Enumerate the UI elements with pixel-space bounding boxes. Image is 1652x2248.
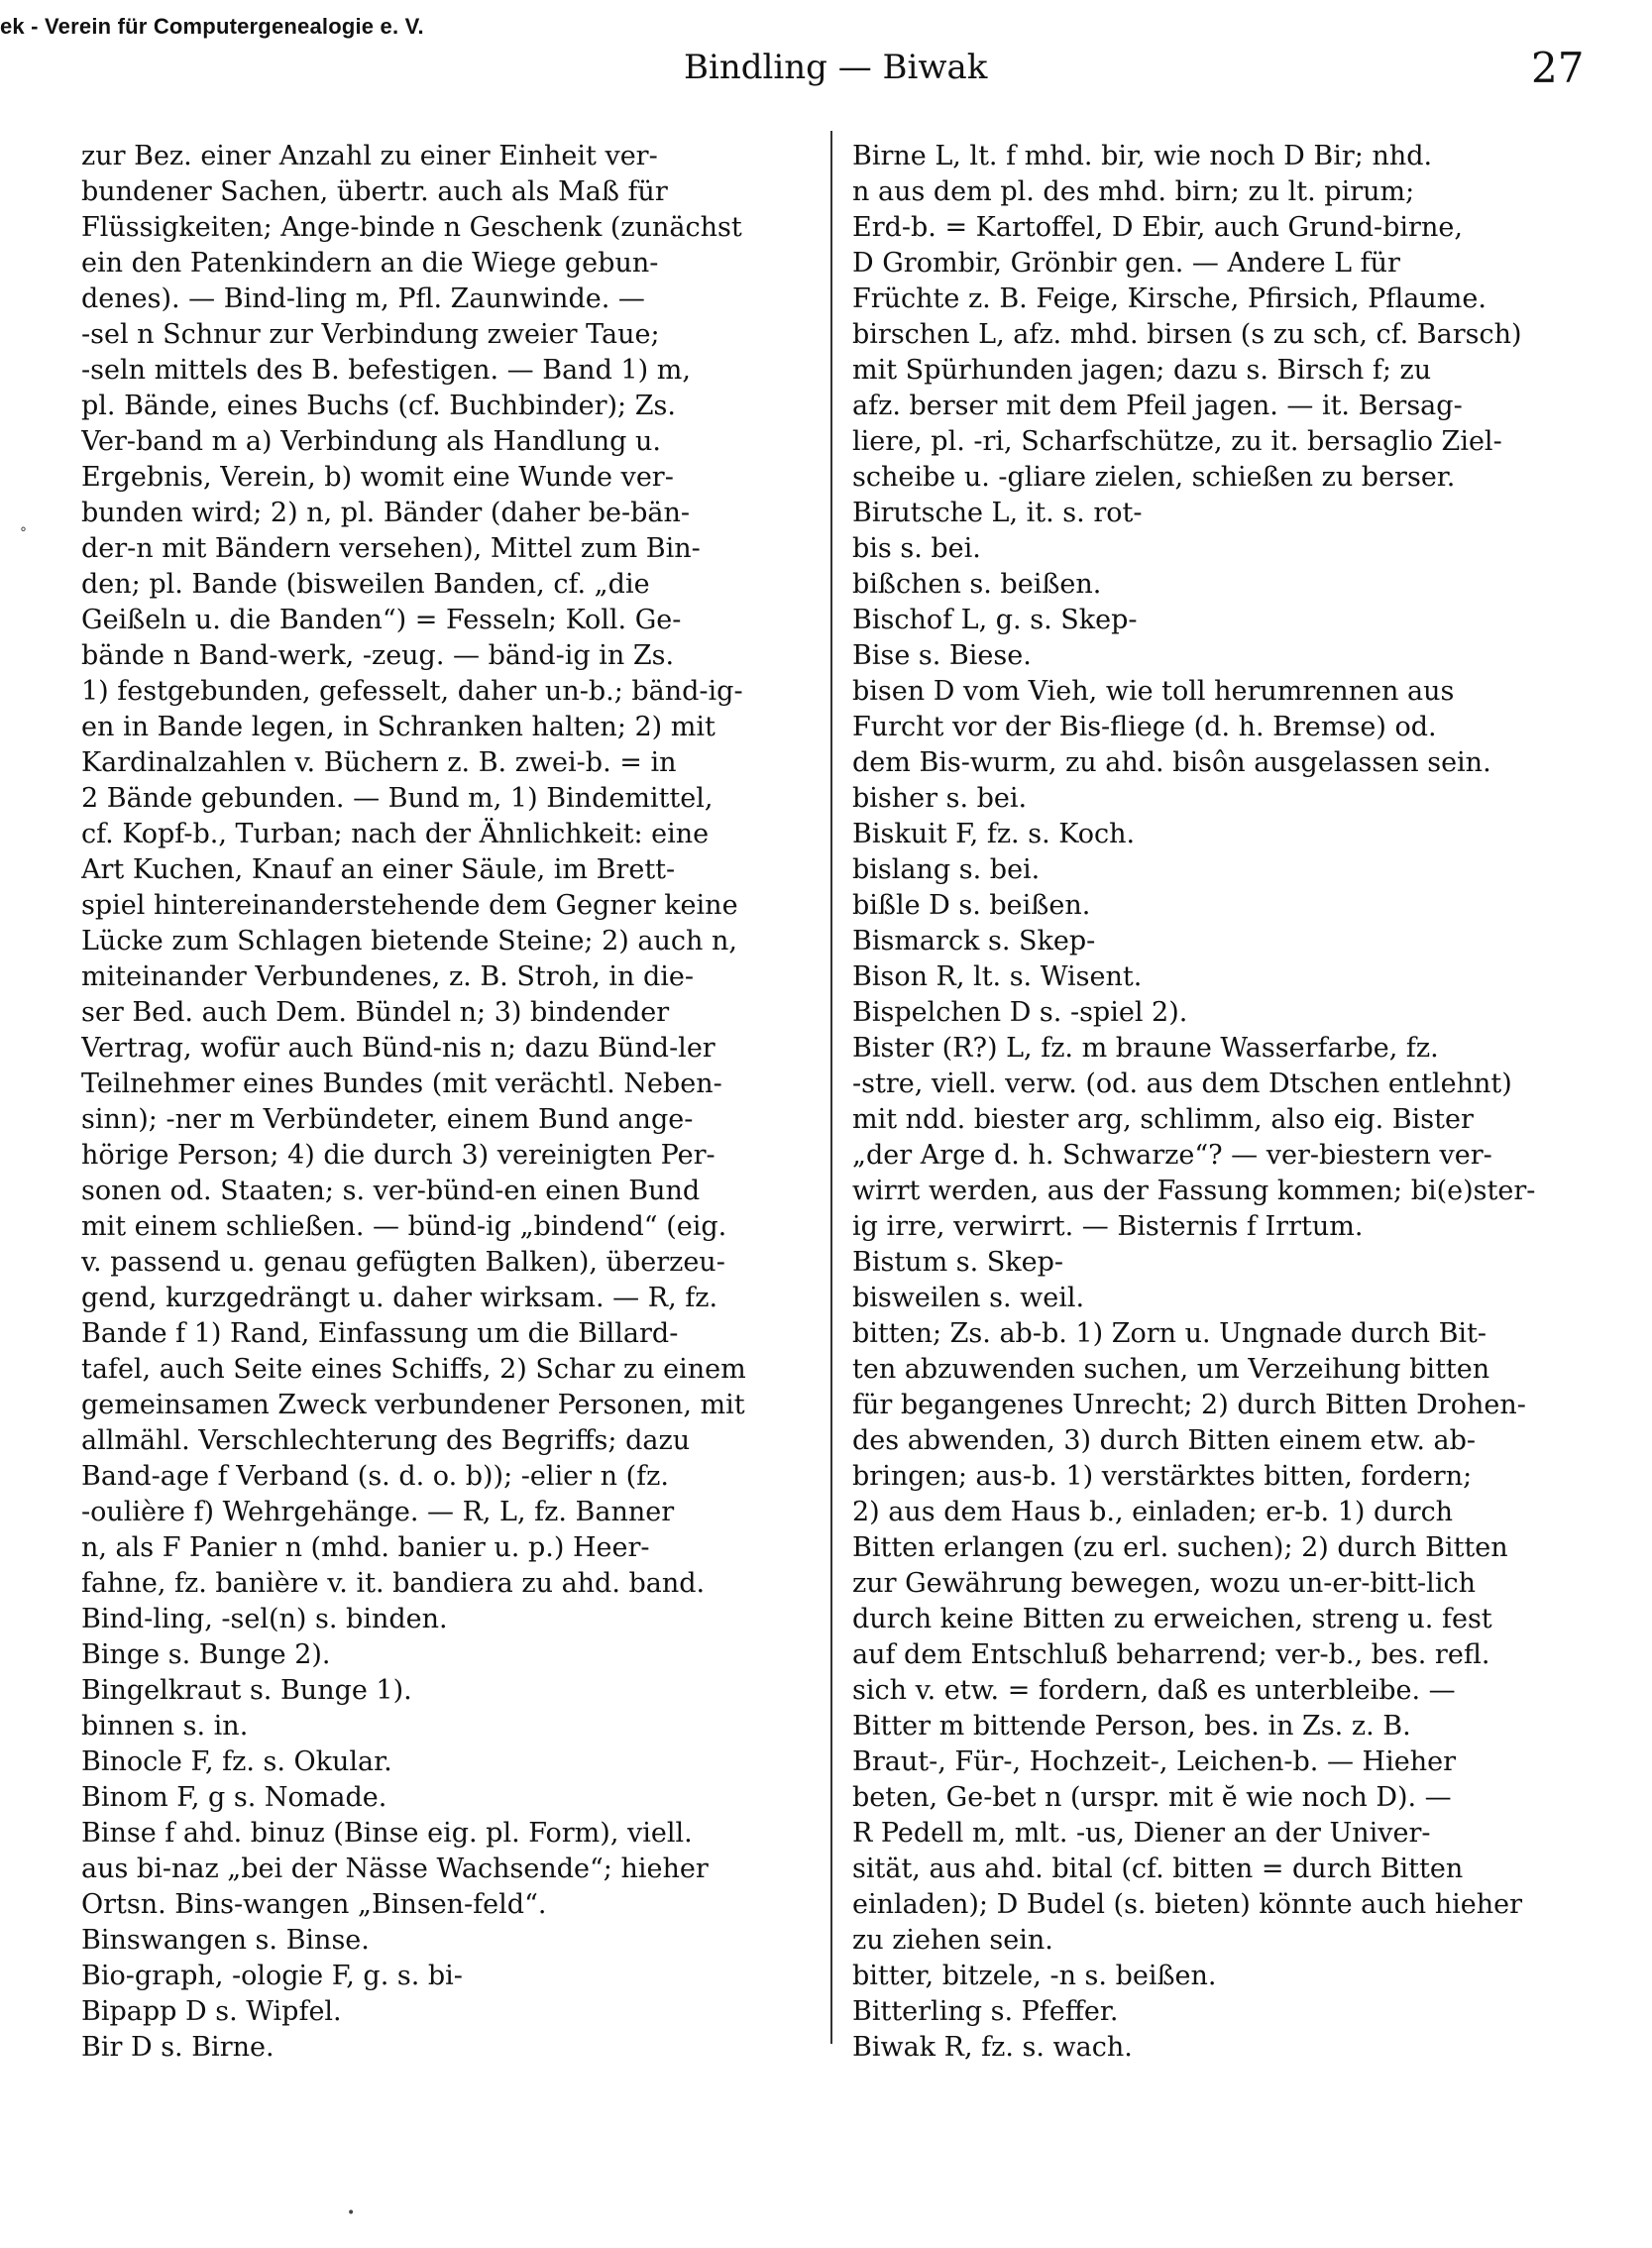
text-line: Birne L, lt. f mhd. bir, wie noch D Bir; nhd. [852, 141, 1433, 171]
text-line: bißchen s. beißen. [852, 569, 1102, 600]
text-line: Bitterling s. Pfeffer. [852, 1996, 1119, 2027]
text-line: bisweilen s. weil. [852, 1283, 1085, 1313]
text-line: Bitten erlangen (zu erl. suchen); 2) durch Bitten [852, 1532, 1508, 1563]
text-line: binnen s. in. [81, 1711, 249, 1742]
text-line: denes). — Bind-ling m, Pfl. Zaunwinde. — [81, 283, 645, 314]
page-number: 27 [1531, 44, 1585, 92]
text-line: Binge s. Bunge 2). [81, 1639, 331, 1670]
text-line: Bise s. Biese. [852, 640, 1032, 671]
text-line: Binocle F, fz. s. Okular. [81, 1746, 392, 1777]
text-line: n aus dem pl. des mhd. birn; zu lt. pirum; [852, 176, 1415, 207]
text-line: Furcht vor der Bis-fliege (d. h. Bremse) od. [852, 712, 1437, 742]
speck-mark: • [347, 2205, 356, 2221]
text-line: -oulière f) Wehrgehänge. — R, L, fz. Banner [81, 1497, 675, 1527]
text-line: R Pedell m, mlt. -us, Diener an der Univer- [852, 1818, 1431, 1849]
text-line: ser Bed. auch Dem. Bündel n; 3) bindender [81, 997, 670, 1028]
text-line: ig irre, verwirrt. — Bisternis f Irrtum. [852, 1211, 1364, 1242]
text-line: Flüssigkeiten; Ange-binde n Geschenk (zunächst [81, 212, 742, 243]
text-line: Bir D s. Birne. [81, 2032, 275, 2063]
text-line: Binom F, g s. Nomade. [81, 1782, 387, 1813]
text-line: 2 Bände gebunden. — Bund m, 1) Bindemittel, [81, 783, 714, 814]
text-line: hörige Person; 4) die durch 3) vereinigten Per- [81, 1140, 716, 1171]
text-line: beten, Ge-bet n (urspr. mit ĕ wie noch D). — [852, 1782, 1452, 1813]
text-line: -seln mittels des B. befestigen. — Band 1) m, [81, 355, 691, 386]
text-line: bislang s. bei. [852, 854, 1041, 885]
text-line: miteinander Verbundenes, z. B. Stroh, in die- [81, 961, 695, 992]
text-line: Bismarck s. Skep- [852, 926, 1096, 956]
text-line: Bipapp D s. Wipfel. [81, 1996, 342, 2027]
running-head: Bindling — Biwak [684, 48, 988, 87]
text-line: bringen; aus-b. 1) verstärktes bitten, fordern; [852, 1461, 1473, 1492]
text-line: bis s. bei. [852, 533, 981, 564]
text-line: zur Gewährung bewegen, wozu un-er-bitt-lich [852, 1568, 1476, 1599]
text-line: 2) aus dem Haus b., einladen; er-b. 1) durch [852, 1497, 1454, 1527]
text-line: zur Bez. einer Anzahl zu einer Einheit ver- [81, 141, 658, 171]
text-line: dem Bis-wurm, zu ahd. bisôn ausgelassen sein. [852, 747, 1491, 778]
text-line: durch keine Bitten zu erweichen, streng u. fest [852, 1604, 1492, 1634]
text-line: Bister (R?) L, fz. m braune Wasserfarbe, fz. [852, 1033, 1439, 1064]
text-line: gend, kurzgedrängt u. daher wirksam. — R, fz. [81, 1283, 718, 1313]
text-line: birschen L, afz. mhd. birsen (s zu sch, cf. Barsch) [852, 319, 1522, 350]
text-line: wirrt werden, aus der Fassung kommen; bi(e)ster- [852, 1176, 1536, 1206]
speck-mark: ° [20, 525, 27, 541]
text-line: Bistum s. Skep- [852, 1247, 1064, 1278]
text-line: fahne, fz. banière v. it. bandiera zu ahd. band. [81, 1568, 706, 1599]
text-line: bitten; Zs. ab-b. 1) Zorn u. Ungnade durch Bit- [852, 1318, 1487, 1349]
text-line: D Grombir, Grönbir gen. — Andere L für [852, 248, 1400, 279]
text-line: n, als F Panier n (mhd. banier u. p.) Heer- [81, 1532, 650, 1563]
text-line: zu ziehen sein. [852, 1925, 1053, 1956]
text-line: cf. Kopf-b., Turban; nach der Ähnlichkeit: eine [81, 819, 710, 849]
text-line: pl. Bände, eines Buchs (cf. Buchbinder); Zs. [81, 391, 676, 421]
right-column [852, 139, 1596, 2066]
text-line: Lücke zum Schlagen bietende Steine; 2) auch n, [81, 926, 737, 956]
text-line: einladen); D Budel (s. bieten) könnte auch hieher [852, 1889, 1522, 1920]
text-line: Biwak R, fz. s. wach. [852, 2032, 1133, 2063]
text-line: sinn); -ner m Verbündeter, einem Bund ange- [81, 1104, 694, 1135]
text-line: Birutsche L, it. s. rot- [852, 498, 1143, 528]
text-line: Bischof L, g. s. Skep- [852, 605, 1138, 635]
text-line: aus bi-naz „bei der Nässe Wachsende“; hieher [81, 1854, 709, 1884]
text-line: Früchte z. B. Feige, Kirsche, Pfirsich, Pflaume. [852, 283, 1487, 314]
text-line: Bitter m bittende Person, bes. in Zs. z. B. [852, 1711, 1411, 1742]
text-line: v. passend u. genau gefügten Balken), überzeu- [81, 1247, 725, 1278]
left-column [81, 139, 815, 2066]
text-line: liere, pl. -ri, Scharfschütze, zu it. bersaglio Ziel- [852, 426, 1502, 457]
text-line: der-n mit Bändern versehen), Mittel zum Bin- [81, 533, 701, 564]
text-line: allmähl. Verschlechterung des Begriffs; dazu [81, 1425, 691, 1456]
text-line: Vertrag, wofür auch Bünd-nis n; dazu Bünd-ler [81, 1033, 716, 1064]
text-line: Ver-band m a) Verbindung als Handlung u. [81, 426, 661, 457]
text-line: mit Spürhunden jagen; dazu s. Birsch f; zu [852, 355, 1432, 386]
text-line: Band-age f Verband (s. d. o. b)); -elier n (fz. [81, 1461, 669, 1492]
text-line: mit einem schließen. — bünd-ig „bindend“ (eig. [81, 1211, 727, 1242]
text-line: mit ndd. biester arg, schlimm, also eig. Bister [852, 1104, 1474, 1135]
text-line: -stre, viell. verw. (od. aus dem Dtschen entlehnt) [852, 1068, 1512, 1099]
watermark: ek - Verein für Computergenealogie e. V. [0, 14, 424, 39]
text-line: 1) festgebunden, gefesselt, daher un-b.; bänd-ig- [81, 676, 743, 707]
text-line: bundener Sachen, übertr. auch als Maß für [81, 176, 668, 207]
text-line: Bande f 1) Rand, Einfassung um die Billard- [81, 1318, 679, 1349]
text-line: -sel n Schnur zur Verbindung zweier Taue; [81, 319, 660, 350]
text-line: gemeinsamen Zweck verbundener Personen, mit [81, 1390, 745, 1420]
text-line: bißle D s. beißen. [852, 890, 1091, 921]
text-line: sonen od. Staaten; s. ver-bünd-en einen Bund [81, 1176, 701, 1206]
text-line: Bison R, lt. s. Wisent. [852, 961, 1143, 992]
text-line: afz. berser mit dem Pfeil jagen. — it. Bersag- [852, 391, 1463, 421]
text-line: bunden wird; 2) n, pl. Bänder (daher be-bän- [81, 498, 690, 528]
text-line: sität, aus ahd. bital (cf. bitten = durch Bitten [852, 1854, 1464, 1884]
text-line: Ortsn. Bins-wangen „Binsen-feld“. [81, 1889, 547, 1920]
text-line: Erd-b. = Kartoffel, D Ebir, auch Grund-birne, [852, 212, 1463, 243]
text-line: en in Bande legen, in Schranken halten; 2) mit [81, 712, 716, 742]
text-line: Braut-, Für-, Hochzeit-, Leichen-b. — Hieher [852, 1746, 1456, 1777]
text-line: Geißeln u. die Banden“) = Fesseln; Koll. Ge- [81, 605, 682, 635]
text-line: bitter, bitzele, -n s. beißen. [852, 1961, 1217, 1991]
text-line: Teilnehmer eines Bundes (mit verächtl. Neben- [81, 1068, 722, 1099]
text-line: spiel hintereinanderstehende dem Gegner keine [81, 890, 738, 921]
text-line: bisen D vom Vieh, wie toll herumrennen aus [852, 676, 1455, 707]
text-line: Bispelchen D s. -spiel 2). [852, 997, 1188, 1028]
text-line: sich v. etw. = fordern, daß es unterbleibe. — [852, 1675, 1456, 1706]
text-line: „der Arge d. h. Schwarze“? — ver-biestern ver- [852, 1140, 1492, 1171]
text-line: ein den Patenkindern an die Wiege gebun- [81, 248, 659, 279]
text-line: Art Kuchen, Knauf an einer Säule, im Brett- [81, 854, 676, 885]
text-line: bisher s. bei. [852, 783, 1028, 814]
text-line: des abwenden, 3) durch Bitten einem etw. ab- [852, 1425, 1477, 1456]
text-line: auf dem Entschluß beharrend; ver-b., bes. refl. [852, 1639, 1490, 1670]
text-line: Binse f ahd. binuz (Binse eig. pl. Form), viell. [81, 1818, 693, 1849]
text-line: für begangenes Unrecht; 2) durch Bitten Drohen- [852, 1390, 1526, 1420]
text-line: Ergebnis, Verein, b) womit eine Wunde ver- [81, 462, 674, 493]
text-line: Biskuit F, fz. s. Koch. [852, 819, 1136, 849]
text-line: Bind-ling, -sel(n) s. binden. [81, 1604, 448, 1634]
text-line: bände n Band-werk, -zeug. — bänd-ig in Zs. [81, 640, 675, 671]
text-line: Kardinalzahlen v. Büchern z. B. zwei-b. = in [81, 747, 677, 778]
column-divider [830, 131, 832, 2044]
text-line: tafel, auch Seite eines Schiffs, 2) Schar zu einem [81, 1354, 746, 1385]
text-line: den; pl. Bande (bisweilen Banden, cf. „die [81, 569, 650, 600]
text-line: ten abzuwenden suchen, um Verzeihung bitten [852, 1354, 1490, 1385]
text-line: Bingelkraut s. Bunge 1). [81, 1675, 412, 1706]
text-line: scheibe u. -gliare zielen, schießen zu berser. [852, 462, 1456, 493]
text-line: Bio-graph, -ologie F, g. s. bi- [81, 1961, 463, 1991]
text-line: Binswangen s. Binse. [81, 1925, 370, 1956]
